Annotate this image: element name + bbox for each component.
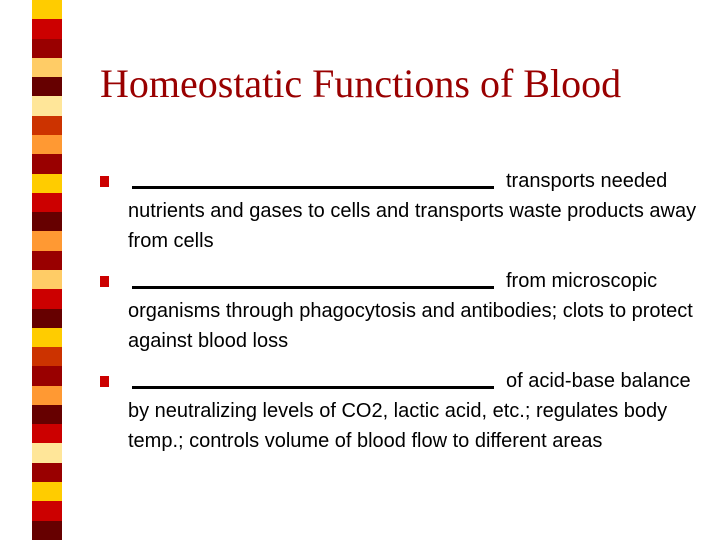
decorative-stripe bbox=[32, 405, 62, 424]
fill-in-blank bbox=[132, 166, 494, 189]
bullet-text: of acid-base balance by neutralizing levels of CO2, lactic acid, etc.; regulates body temp.; controls volume of blood flow to different areas bbox=[128, 370, 691, 452]
bullet-item bbox=[100, 366, 700, 456]
decorative-stripe bbox=[32, 58, 62, 77]
decorative-stripe bbox=[32, 289, 62, 308]
square-bullet-icon bbox=[100, 176, 109, 187]
decorative-stripe bbox=[32, 231, 62, 250]
decorative-stripe bbox=[32, 212, 62, 231]
decorative-stripe bbox=[32, 154, 62, 173]
decorative-stripe bbox=[32, 443, 62, 462]
bullet-item bbox=[100, 166, 700, 256]
fill-in-blank bbox=[132, 266, 494, 289]
decorative-stripe bbox=[32, 19, 62, 38]
decorative-stripe bbox=[32, 501, 62, 520]
decorative-stripe bbox=[32, 521, 62, 540]
bullet-item bbox=[100, 266, 700, 356]
decorative-stripe bbox=[32, 328, 62, 347]
decorative-stripe bbox=[32, 424, 62, 443]
decorative-stripe bbox=[32, 116, 62, 135]
decorative-stripe bbox=[32, 366, 62, 385]
square-bullet-icon bbox=[100, 376, 109, 387]
decorative-stripe bbox=[32, 174, 62, 193]
decorative-stripe bbox=[32, 482, 62, 501]
decorative-stripe bbox=[32, 309, 62, 328]
bullet-text: transports needed nutrients and gases to cells and transports waste products away from cells bbox=[128, 170, 697, 252]
decorative-stripe bbox=[32, 77, 62, 96]
bullet-list bbox=[100, 166, 700, 456]
decorative-stripe bbox=[32, 39, 62, 58]
decorative-stripe bbox=[32, 135, 62, 154]
decorative-stripe bbox=[32, 347, 62, 366]
decorative-stripe bbox=[32, 193, 62, 212]
decorative-stripe-bar bbox=[32, 0, 62, 540]
decorative-stripe bbox=[32, 251, 62, 270]
bullet-text: from microscopic organisms through phagocytosis and antibodies; clots to protect against blood loss bbox=[128, 270, 693, 352]
decorative-stripe bbox=[32, 0, 62, 19]
decorative-stripe bbox=[32, 270, 62, 289]
slide-title: Homeostatic Functions of Blood bbox=[100, 61, 622, 106]
square-bullet-icon bbox=[100, 276, 109, 287]
fill-in-blank bbox=[132, 366, 494, 389]
decorative-stripe bbox=[32, 386, 62, 405]
decorative-stripe bbox=[32, 463, 62, 482]
decorative-stripe bbox=[32, 96, 62, 115]
